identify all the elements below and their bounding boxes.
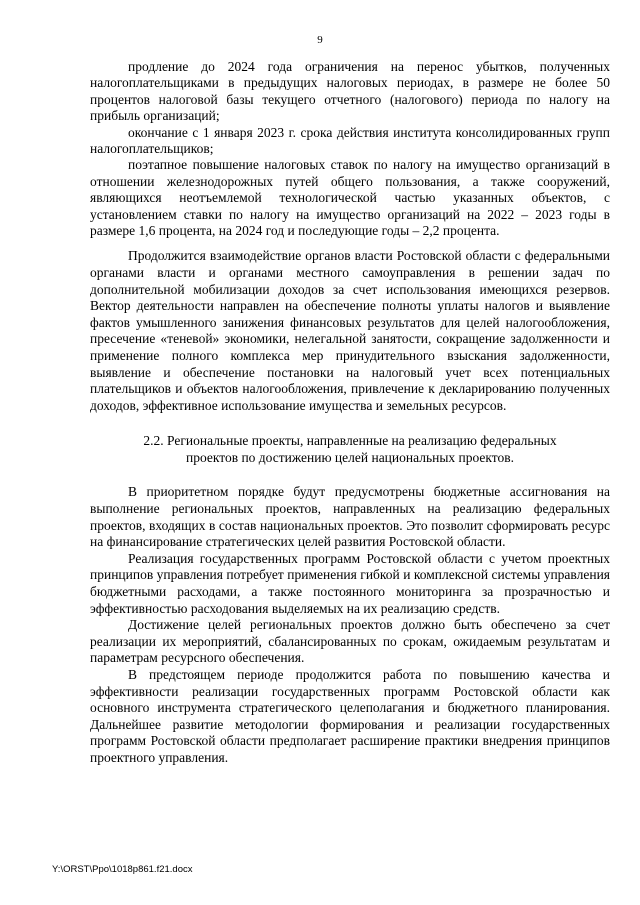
paragraph-program-implementation: Реализация государственных программ Ростовской области с учетом проектных принципов управления потребует применения гибкой и комплексной системы управления бюджетными расходами, а также постоянного мониторинга за прозрачностью и эффективностью расходования выделяемых на их реализацию средств.: [90, 550, 610, 616]
paragraph-cooperation: Продолжится взаимодействие органов власти Ростовской области с федеральными органами власти и органами местного самоуправления в решении задач по дополнительной мобилизации доходов за счет использования имеющихся резервов. Вектор деятельности направлен на обеспечение полноты уплаты налогов и выявление фактов умышленного занижения финансовых результатов для целей налогообложения, пресечение «теневой» экономики, нелегальной занятости, сокращение задолженности и применение полного комплекса мер принудительного взыскания задолженности, выявление и обеспечение постановки на налоговый учет всех потенциальных плательщиков и объектов налогообложения, привлечение к декларированию полученных доходов, эффективное использование имущества и земельных ресурсов.: [90, 248, 610, 413]
footer-file-path: Y:\ORST\Ppo\1018p861.f21.docx: [52, 864, 193, 875]
spacer: [90, 414, 610, 432]
paragraph-project-goals: Достижение целей региональных проектов должно быть обеспечено за счет реализации их мероприятий, сбалансированных по срокам, ожидаемым результатам и параметрам ресурсного обеспечения.: [90, 617, 610, 666]
paragraph-consolidated-groups: окончание с 1 января 2023 г. срока действия института консолидированных групп налогоплательщиков;: [90, 124, 610, 157]
paragraph-property-tax-rates: поэтапное повышение налоговых ставок по налогу на имущество организаций в отношении железнодорожных путей общего пользования, а также сооружений, являющихся неотъемлемой технологической частью указанных объектов, с установлением ставки по налогу на имущество организаций на 2022 – 2023 годы в размере 1,6 процента, на 2024 год и последующие годы – 2,2 процента.: [90, 157, 610, 239]
document-body: [90, 59, 610, 767]
paragraph-budget-allocations: В приоритетном порядке будут предусмотрены бюджетные ассигнования на выполнение региональных проектов, направленных на реализацию федеральных проектов, входящих в состав национальных проектов. Это позволит сформировать ресурс на финансирование стратегических целей развития Ростовской области.: [90, 484, 610, 550]
spacer: [90, 466, 610, 484]
page-number: 9: [317, 34, 323, 46]
section-heading: 2.2. Региональные проекты, направленные на реализацию федеральных проектов по достижению целей национальных проектов.: [143, 433, 557, 466]
paragraph-upcoming-period: В предстоящем периоде продолжится работа по повышению качества и эффективности реализации государственных программ Ростовской области как основного инструмента стратегического целеполагания и бюджетного планирования. Дальнейшее развитие методологии формирования и реализации государственных программ Ростовской области предполагает расширение практики внедрения принципов проектного управления.: [90, 666, 610, 765]
paragraph-loss-carryforward: продление до 2024 года ограничения на перенос убытков, полученных налогоплательщиками в предыдущих налоговых периодах, в размере не более 50 процентов налоговой базы текущего отчетного (налогового) периода по налогу на прибыль организаций;: [90, 59, 610, 124]
spacer: [90, 239, 610, 248]
